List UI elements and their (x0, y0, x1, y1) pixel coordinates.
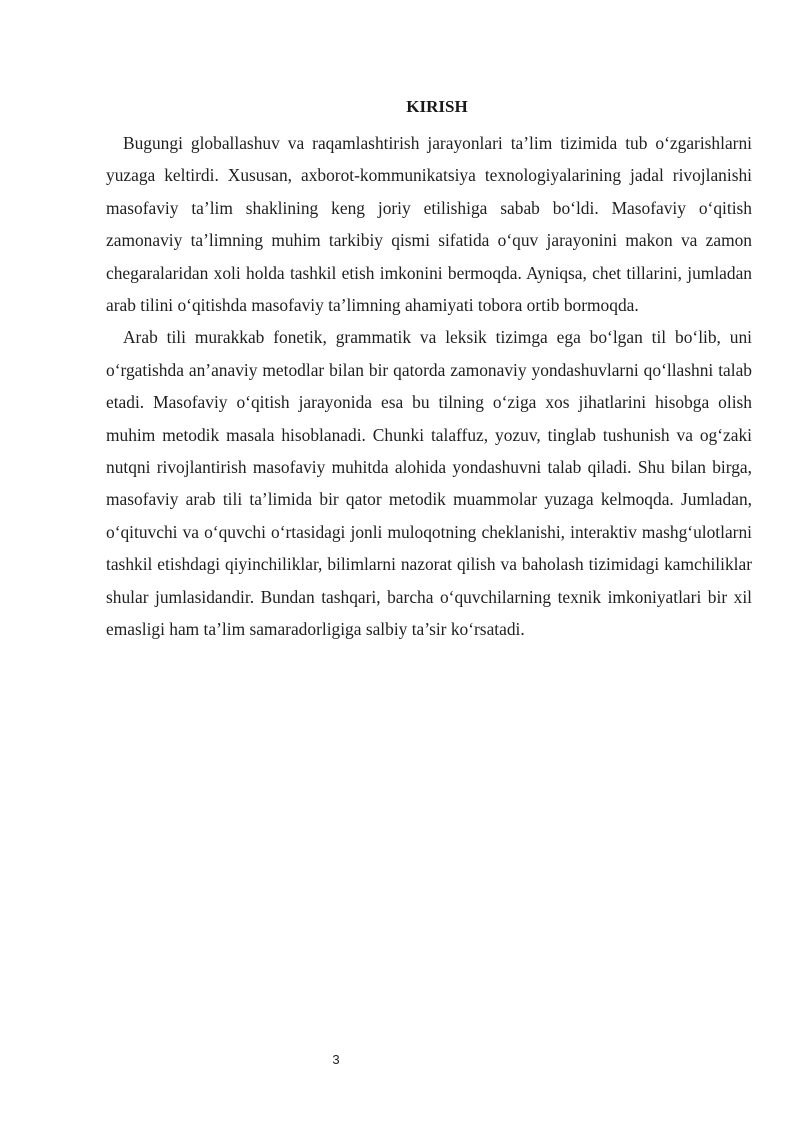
paragraph-1: Bugungi globallashuv va raqamlashtirish jarayonlari ta’lim tizimida tub o‘zgarishlarni yuzaga keltirdi. Xususan, axborot-kommunikatsiya texnologiyalarining jadal rivojlanishi masofaviy ta’lim shaklining keng joriy etilishiga sabab bo‘ldi. Masofaviy o‘qitish zamonaviy ta’limning muhim tarkibiy qismi sifatida o‘quv jarayonini makon va zamon chegaralaridan xoli holda tashkil etish imkonini bermoqda. Ayniqsa, chet tillarini, jumladan arab tilini o‘qitishda masofaviy ta’limning ahamiyati tobora ortib bormoqda. (106, 133, 752, 316)
section-heading: KIRISH (406, 97, 468, 116)
paragraph-2: Arab tili murakkab fonetik, grammatik va leksik tizimga ega bo‘lgan til bo‘lib, uni o‘rgatishda an’anaviy metodlar bilan bir qatorda zamonaviy yondashuvlarni qo‘llashni talab etadi. Masofaviy o‘qitish jarayonida esa bu tilning o‘ziga xos jihatlarini hisobga olish muhim metodik masala hisoblanadi. Chunki talaffuz, yozuv, tinglab tushunish va og‘zaki nutqni rivojlantirish masofaviy muhitda alohida yondashuvni talab qiladi. Shu bilan birga, masofaviy arab tili ta’limida bir qator metodik muammolar yuzaga kelmoqda. Jumladan, o‘qituvchi va o‘quvchi o‘rtasidagi jonli muloqotning cheklanishi, interaktiv mashg‘ulotlarni tashkil etishdagi qiyinchiliklar, bilimlarni nazorat qilish va baholash tizimidagi kamchiliklar shular jumlasidandir. Bundan tashqari, barcha o‘quvchilarning texnik imkoniyatlari bir xil emasligi ham ta’lim samaradorligiga salbiy ta’sir ko‘rsatadi. (106, 327, 752, 640)
page-number: 3 (332, 1052, 340, 1067)
body-text (106, 127, 752, 646)
